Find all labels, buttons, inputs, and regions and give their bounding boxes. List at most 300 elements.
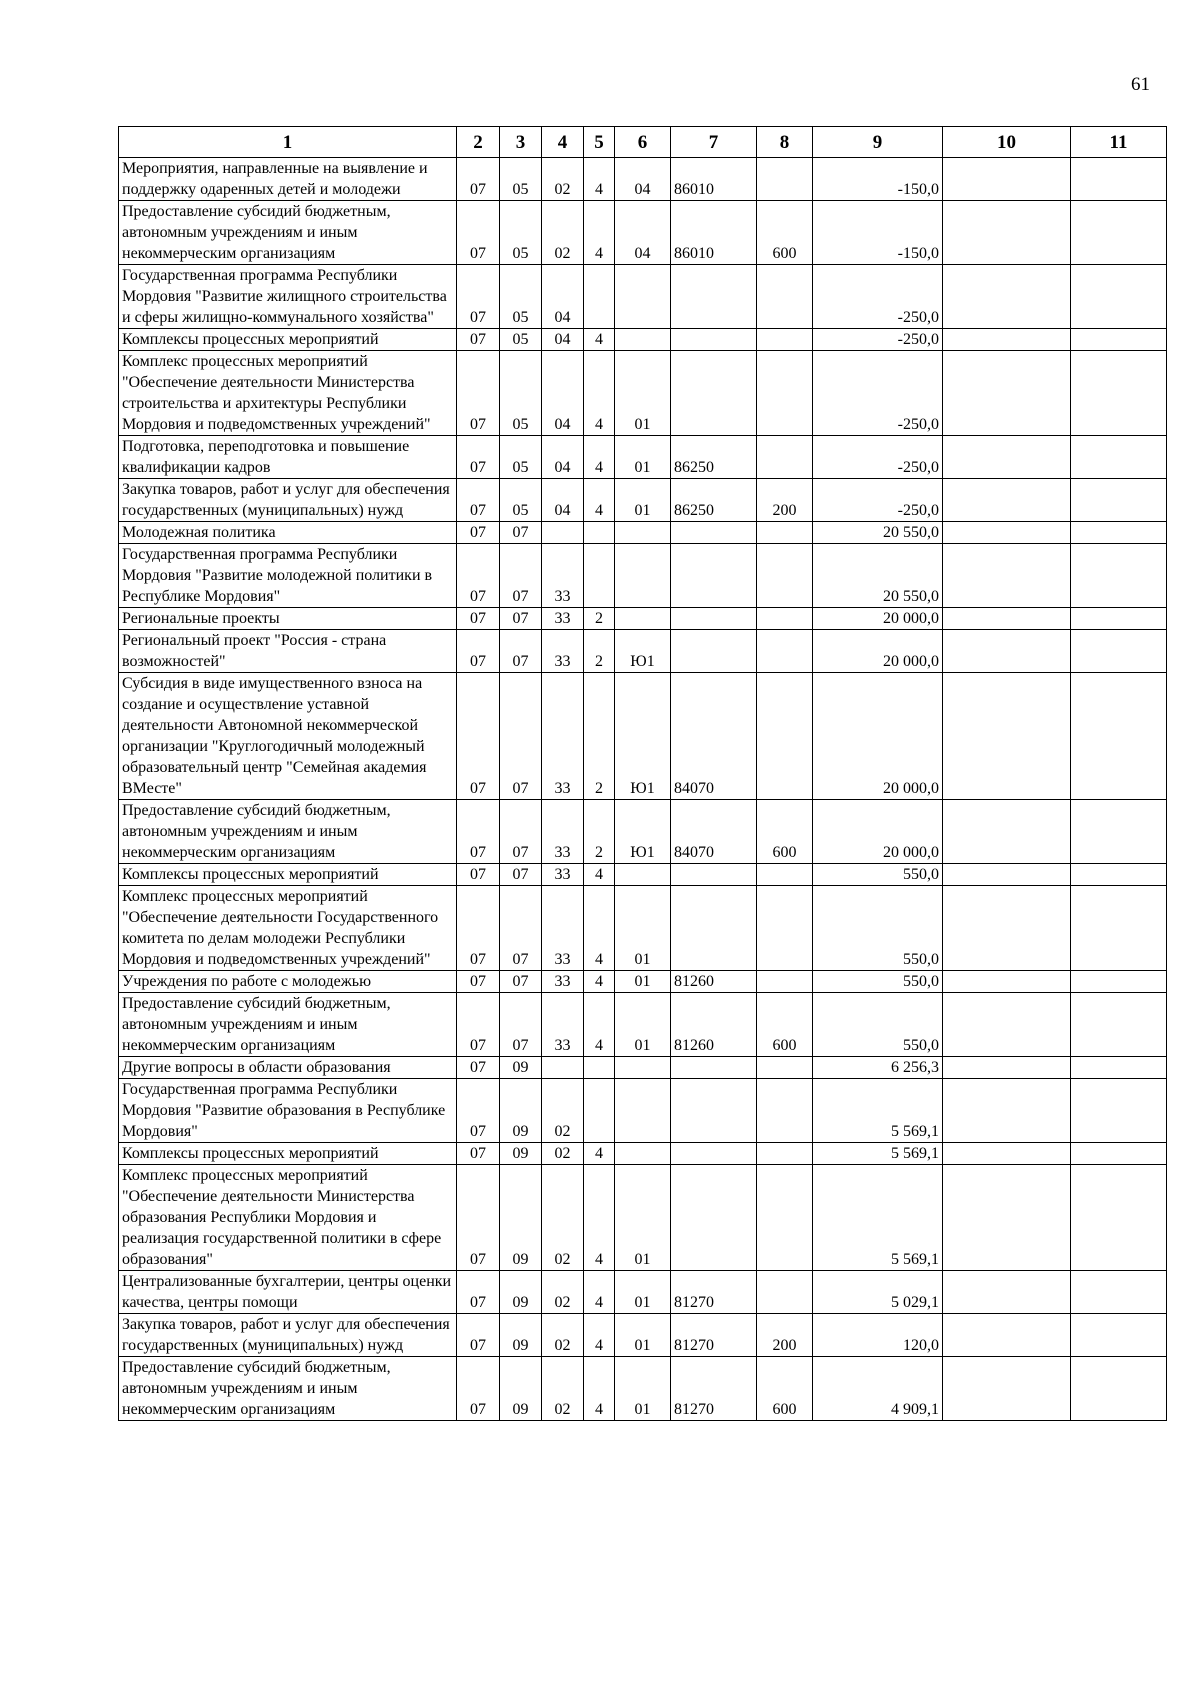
row-name: Региональные проекты <box>119 608 457 630</box>
column-10-value <box>943 351 1071 436</box>
code-type: 4 <box>584 479 615 522</box>
row-name: Государственная программа Республики Мордовия "Развитие молодежной политики в Республике Мордовия" <box>119 544 457 608</box>
code-direction: 81270 <box>671 1357 757 1421</box>
code-complex: 01 <box>615 1357 671 1421</box>
amount: -250,0 <box>813 351 943 436</box>
code-program: 02 <box>542 1314 584 1357</box>
code-type: 4 <box>584 1357 615 1421</box>
table-row <box>119 329 1167 351</box>
code-subsection: 07 <box>500 993 542 1057</box>
code-expense-type <box>757 1143 813 1165</box>
code-direction <box>671 886 757 971</box>
code-expense-type: 200 <box>757 1314 813 1357</box>
code-complex <box>615 864 671 886</box>
code-direction <box>671 522 757 544</box>
amount: -150,0 <box>813 158 943 201</box>
code-subsection: 07 <box>500 800 542 864</box>
code-program: 02 <box>542 1357 584 1421</box>
code-type <box>584 265 615 329</box>
code-expense-type: 200 <box>757 479 813 522</box>
code-direction <box>671 1165 757 1271</box>
row-name: Предоставление субсидий бюджетным, автономным учреждениям и иным некоммерческим организациям <box>119 201 457 265</box>
code-complex: 01 <box>615 479 671 522</box>
column-10-value <box>943 436 1071 479</box>
column-10-value <box>943 800 1071 864</box>
code-expense-type <box>757 265 813 329</box>
code-section: 07 <box>457 1271 500 1314</box>
code-direction: 81260 <box>671 993 757 1057</box>
table-row <box>119 1357 1167 1421</box>
column-10-value <box>943 673 1071 800</box>
table-row <box>119 522 1167 544</box>
code-section: 07 <box>457 864 500 886</box>
code-complex <box>615 265 671 329</box>
amount: 5 569,1 <box>813 1079 943 1143</box>
code-complex: 01 <box>615 1271 671 1314</box>
code-program: 02 <box>542 1271 584 1314</box>
row-name: Закупка товаров, работ и услуг для обеспечения государственных (муниципальных) нужд <box>119 1314 457 1357</box>
amount: 6 256,3 <box>813 1057 943 1079</box>
column-11-value <box>1071 673 1167 800</box>
code-subsection: 05 <box>500 265 542 329</box>
row-name: Молодежная политика <box>119 522 457 544</box>
table-row <box>119 608 1167 630</box>
code-program: 33 <box>542 673 584 800</box>
table-body <box>119 158 1167 1421</box>
code-direction <box>671 1143 757 1165</box>
column-11-value <box>1071 608 1167 630</box>
column-10-value <box>943 886 1071 971</box>
code-expense-type <box>757 608 813 630</box>
code-subsection: 05 <box>500 351 542 436</box>
row-name: Государственная программа Республики Мордовия "Развитие образования в Республике Мордовия" <box>119 1079 457 1143</box>
code-complex: 01 <box>615 436 671 479</box>
code-program: 33 <box>542 993 584 1057</box>
table-row <box>119 993 1167 1057</box>
column-10-value <box>943 1357 1071 1421</box>
code-type: 4 <box>584 971 615 993</box>
code-subsection: 07 <box>500 544 542 608</box>
code-program: 33 <box>542 800 584 864</box>
column-11-value <box>1071 1079 1167 1143</box>
amount: 120,0 <box>813 1314 943 1357</box>
code-direction: 81270 <box>671 1314 757 1357</box>
code-type: 4 <box>584 993 615 1057</box>
code-section: 07 <box>457 800 500 864</box>
column-header: 5 <box>584 127 615 158</box>
code-section: 07 <box>457 1314 500 1357</box>
code-direction: 86250 <box>671 479 757 522</box>
code-type: 4 <box>584 351 615 436</box>
code-program: 04 <box>542 479 584 522</box>
code-direction <box>671 265 757 329</box>
code-type: 4 <box>584 1314 615 1357</box>
code-complex: 01 <box>615 971 671 993</box>
column-header: 8 <box>757 127 813 158</box>
table-row <box>119 800 1167 864</box>
code-subsection: 05 <box>500 436 542 479</box>
code-expense-type <box>757 351 813 436</box>
code-type: 4 <box>584 201 615 265</box>
column-11-value <box>1071 1165 1167 1271</box>
row-name: Комплекс процессных мероприятий "Обеспечение деятельности Государственного комитета по делам молодежи Республики Мордовия и подведомственных учреждений" <box>119 886 457 971</box>
code-program: 02 <box>542 201 584 265</box>
code-section: 07 <box>457 479 500 522</box>
code-direction: 81260 <box>671 971 757 993</box>
code-section: 07 <box>457 1357 500 1421</box>
column-11-value <box>1071 329 1167 351</box>
amount: 20 000,0 <box>813 608 943 630</box>
code-type <box>584 544 615 608</box>
amount: -150,0 <box>813 201 943 265</box>
column-10-value <box>943 522 1071 544</box>
column-11-value <box>1071 351 1167 436</box>
column-11-value <box>1071 886 1167 971</box>
table-row <box>119 1165 1167 1271</box>
code-type <box>584 1057 615 1079</box>
code-program: 33 <box>542 544 584 608</box>
code-program <box>542 522 584 544</box>
code-complex: Ю1 <box>615 800 671 864</box>
code-section: 07 <box>457 265 500 329</box>
row-name: Региональный проект "Россия - страна возможностей" <box>119 630 457 673</box>
code-section: 07 <box>457 1143 500 1165</box>
column-11-value <box>1071 971 1167 993</box>
column-header: 10 <box>943 127 1071 158</box>
code-section: 07 <box>457 544 500 608</box>
amount: 550,0 <box>813 993 943 1057</box>
code-complex: 04 <box>615 158 671 201</box>
code-expense-type: 600 <box>757 800 813 864</box>
code-subsection: 07 <box>500 630 542 673</box>
column-11-value <box>1071 1057 1167 1079</box>
table-row <box>119 436 1167 479</box>
code-type <box>584 1079 615 1143</box>
code-expense-type <box>757 673 813 800</box>
code-type: 4 <box>584 886 615 971</box>
code-type: 2 <box>584 673 615 800</box>
table-row <box>119 158 1167 201</box>
code-section: 07 <box>457 436 500 479</box>
column-header: 2 <box>457 127 500 158</box>
column-11-value <box>1071 864 1167 886</box>
code-subsection: 07 <box>500 864 542 886</box>
amount: 5 569,1 <box>813 1165 943 1271</box>
column-11-value <box>1071 1314 1167 1357</box>
column-11-value <box>1071 522 1167 544</box>
code-program: 33 <box>542 608 584 630</box>
code-subsection: 07 <box>500 886 542 971</box>
code-subsection: 05 <box>500 329 542 351</box>
table-row <box>119 630 1167 673</box>
code-expense-type <box>757 1057 813 1079</box>
code-complex <box>615 522 671 544</box>
code-subsection: 09 <box>500 1143 542 1165</box>
code-section: 07 <box>457 351 500 436</box>
code-complex: 01 <box>615 351 671 436</box>
code-complex: 01 <box>615 993 671 1057</box>
amount: -250,0 <box>813 436 943 479</box>
code-expense-type <box>757 1271 813 1314</box>
code-subsection: 07 <box>500 608 542 630</box>
row-name: Закупка товаров, работ и услуг для обеспечения государственных (муниципальных) нужд <box>119 479 457 522</box>
column-11-value <box>1071 1357 1167 1421</box>
column-header: 3 <box>500 127 542 158</box>
code-section: 07 <box>457 158 500 201</box>
code-program: 04 <box>542 436 584 479</box>
amount: 550,0 <box>813 886 943 971</box>
code-expense-type <box>757 971 813 993</box>
code-direction <box>671 1057 757 1079</box>
table-row <box>119 971 1167 993</box>
amount: 20 000,0 <box>813 800 943 864</box>
code-expense-type <box>757 886 813 971</box>
code-program: 33 <box>542 886 584 971</box>
code-complex: 01 <box>615 1314 671 1357</box>
code-direction: 86010 <box>671 158 757 201</box>
row-name: Предоставление субсидий бюджетным, автономным учреждениям и иным некоммерческим организациям <box>119 800 457 864</box>
row-name: Централизованные бухгалтерии, центры оценки качества, центры помощи <box>119 1271 457 1314</box>
code-type: 4 <box>584 329 615 351</box>
amount: 5 569,1 <box>813 1143 943 1165</box>
code-program: 33 <box>542 971 584 993</box>
code-type: 4 <box>584 864 615 886</box>
table-row <box>119 864 1167 886</box>
amount: 550,0 <box>813 971 943 993</box>
code-program: 33 <box>542 630 584 673</box>
amount: 20 000,0 <box>813 673 943 800</box>
row-name: Комплекс процессных мероприятий "Обеспечение деятельности Министерства образования Республики Мордовия и реализация государственной политики в сфере образования" <box>119 1165 457 1271</box>
code-complex: Ю1 <box>615 630 671 673</box>
code-direction: 84070 <box>671 800 757 864</box>
code-direction <box>671 864 757 886</box>
code-section: 07 <box>457 630 500 673</box>
code-direction: 86250 <box>671 436 757 479</box>
table-row <box>119 1271 1167 1314</box>
code-subsection: 07 <box>500 971 542 993</box>
code-expense-type <box>757 522 813 544</box>
code-section: 07 <box>457 1165 500 1271</box>
row-name: Предоставление субсидий бюджетным, автономным учреждениям и иным некоммерческим организациям <box>119 993 457 1057</box>
code-type: 4 <box>584 1143 615 1165</box>
row-name: Комплекс процессных мероприятий "Обеспечение деятельности Министерства строительства и архитектуры Республики Мордовия и подведомственных учреждений" <box>119 351 457 436</box>
column-11-value <box>1071 201 1167 265</box>
code-expense-type <box>757 864 813 886</box>
column-11-value <box>1071 1271 1167 1314</box>
table-row <box>119 351 1167 436</box>
column-header: 1 <box>119 127 457 158</box>
code-program: 04 <box>542 329 584 351</box>
code-program: 02 <box>542 1143 584 1165</box>
code-type <box>584 522 615 544</box>
column-11-value <box>1071 1143 1167 1165</box>
column-11-value <box>1071 158 1167 201</box>
code-complex: 01 <box>615 886 671 971</box>
code-complex <box>615 1143 671 1165</box>
column-10-value <box>943 864 1071 886</box>
code-type: 2 <box>584 608 615 630</box>
column-11-value <box>1071 800 1167 864</box>
code-direction <box>671 1079 757 1143</box>
code-expense-type <box>757 158 813 201</box>
amount: 20 000,0 <box>813 630 943 673</box>
column-10-value <box>943 608 1071 630</box>
budget-table <box>118 126 1167 1421</box>
code-expense-type: 600 <box>757 993 813 1057</box>
code-complex <box>615 608 671 630</box>
amount: -250,0 <box>813 479 943 522</box>
code-subsection: 05 <box>500 479 542 522</box>
code-type: 4 <box>584 436 615 479</box>
column-10-value <box>943 1271 1071 1314</box>
column-header: 9 <box>813 127 943 158</box>
code-direction <box>671 630 757 673</box>
column-10-value <box>943 329 1071 351</box>
code-subsection: 09 <box>500 1271 542 1314</box>
column-10-value <box>943 630 1071 673</box>
code-expense-type <box>757 630 813 673</box>
row-name: Комплексы процессных мероприятий <box>119 329 457 351</box>
code-type: 2 <box>584 630 615 673</box>
table-row <box>119 1143 1167 1165</box>
table-row <box>119 886 1167 971</box>
code-program: 02 <box>542 1165 584 1271</box>
row-name: Подготовка, переподготовка и повышение квалификации кадров <box>119 436 457 479</box>
column-10-value <box>943 265 1071 329</box>
code-section: 07 <box>457 201 500 265</box>
code-type: 4 <box>584 1271 615 1314</box>
column-10-value <box>943 201 1071 265</box>
code-section: 07 <box>457 522 500 544</box>
code-expense-type <box>757 329 813 351</box>
code-section: 07 <box>457 608 500 630</box>
amount: -250,0 <box>813 265 943 329</box>
code-complex <box>615 1079 671 1143</box>
code-section: 07 <box>457 329 500 351</box>
code-type: 4 <box>584 1165 615 1271</box>
code-direction <box>671 544 757 608</box>
code-program: 04 <box>542 351 584 436</box>
code-type: 4 <box>584 158 615 201</box>
column-11-value <box>1071 544 1167 608</box>
table-row <box>119 1314 1167 1357</box>
code-subsection: 07 <box>500 522 542 544</box>
code-direction: 81270 <box>671 1271 757 1314</box>
code-subsection: 07 <box>500 673 542 800</box>
code-expense-type <box>757 544 813 608</box>
code-section: 07 <box>457 673 500 800</box>
code-program: 02 <box>542 1079 584 1143</box>
column-10-value <box>943 1057 1071 1079</box>
page-number: 61 <box>1131 74 1150 95</box>
code-program <box>542 1057 584 1079</box>
code-complex: Ю1 <box>615 673 671 800</box>
code-subsection: 09 <box>500 1079 542 1143</box>
code-expense-type: 600 <box>757 1357 813 1421</box>
column-10-value <box>943 1079 1071 1143</box>
code-direction: 84070 <box>671 673 757 800</box>
table-row <box>119 1057 1167 1079</box>
code-direction <box>671 608 757 630</box>
column-10-value <box>943 544 1071 608</box>
code-expense-type <box>757 1079 813 1143</box>
code-subsection: 09 <box>500 1357 542 1421</box>
row-name: Государственная программа Республики Мордовия "Развитие жилищного строительства и сферы жилищно-коммунального хозяйства" <box>119 265 457 329</box>
code-program: 02 <box>542 158 584 201</box>
code-complex <box>615 544 671 608</box>
code-complex: 04 <box>615 201 671 265</box>
amount: -250,0 <box>813 329 943 351</box>
row-name: Комплексы процессных мероприятий <box>119 864 457 886</box>
code-subsection: 05 <box>500 158 542 201</box>
row-name: Другие вопросы в области образования <box>119 1057 457 1079</box>
code-direction: 86010 <box>671 201 757 265</box>
amount: 550,0 <box>813 864 943 886</box>
column-11-value <box>1071 630 1167 673</box>
header-row <box>119 127 1167 158</box>
row-name: Субсидия в виде имущественного взноса на создание и осуществление уставной деятельности Автономной некоммерческой организации "Круглогодичный молодежный образовательный центр "Семейная академия ВМесте" <box>119 673 457 800</box>
code-expense-type: 600 <box>757 201 813 265</box>
code-complex: 01 <box>615 1165 671 1271</box>
column-11-value <box>1071 993 1167 1057</box>
code-subsection: 09 <box>500 1165 542 1271</box>
code-section: 07 <box>457 1079 500 1143</box>
column-header: 7 <box>671 127 757 158</box>
amount: 20 550,0 <box>813 544 943 608</box>
code-type: 2 <box>584 800 615 864</box>
amount: 5 029,1 <box>813 1271 943 1314</box>
column-10-value <box>943 1314 1071 1357</box>
code-subsection: 09 <box>500 1314 542 1357</box>
code-direction <box>671 351 757 436</box>
row-name: Комплексы процессных мероприятий <box>119 1143 457 1165</box>
column-10-value <box>943 993 1071 1057</box>
row-name: Предоставление субсидий бюджетным, автономным учреждениям и иным некоммерческим организациям <box>119 1357 457 1421</box>
column-10-value <box>943 1165 1071 1271</box>
code-section: 07 <box>457 1057 500 1079</box>
table-row <box>119 201 1167 265</box>
row-name: Учреждения по работе с молодежью <box>119 971 457 993</box>
code-expense-type <box>757 1165 813 1271</box>
column-10-value <box>943 971 1071 993</box>
amount: 4 909,1 <box>813 1357 943 1421</box>
code-program: 33 <box>542 864 584 886</box>
column-header: 4 <box>542 127 584 158</box>
amount: 20 550,0 <box>813 522 943 544</box>
column-header: 11 <box>1071 127 1167 158</box>
code-complex <box>615 1057 671 1079</box>
code-expense-type <box>757 436 813 479</box>
code-direction <box>671 329 757 351</box>
table-row <box>119 544 1167 608</box>
code-section: 07 <box>457 886 500 971</box>
column-11-value <box>1071 265 1167 329</box>
code-section: 07 <box>457 971 500 993</box>
column-10-value <box>943 1143 1071 1165</box>
table-row <box>119 1079 1167 1143</box>
column-11-value <box>1071 436 1167 479</box>
column-header: 6 <box>615 127 671 158</box>
code-subsection: 09 <box>500 1057 542 1079</box>
code-complex <box>615 329 671 351</box>
code-program: 04 <box>542 265 584 329</box>
table-row <box>119 673 1167 800</box>
table-row <box>119 479 1167 522</box>
column-10-value <box>943 479 1071 522</box>
column-10-value <box>943 158 1071 201</box>
table-row <box>119 265 1167 329</box>
code-section: 07 <box>457 993 500 1057</box>
